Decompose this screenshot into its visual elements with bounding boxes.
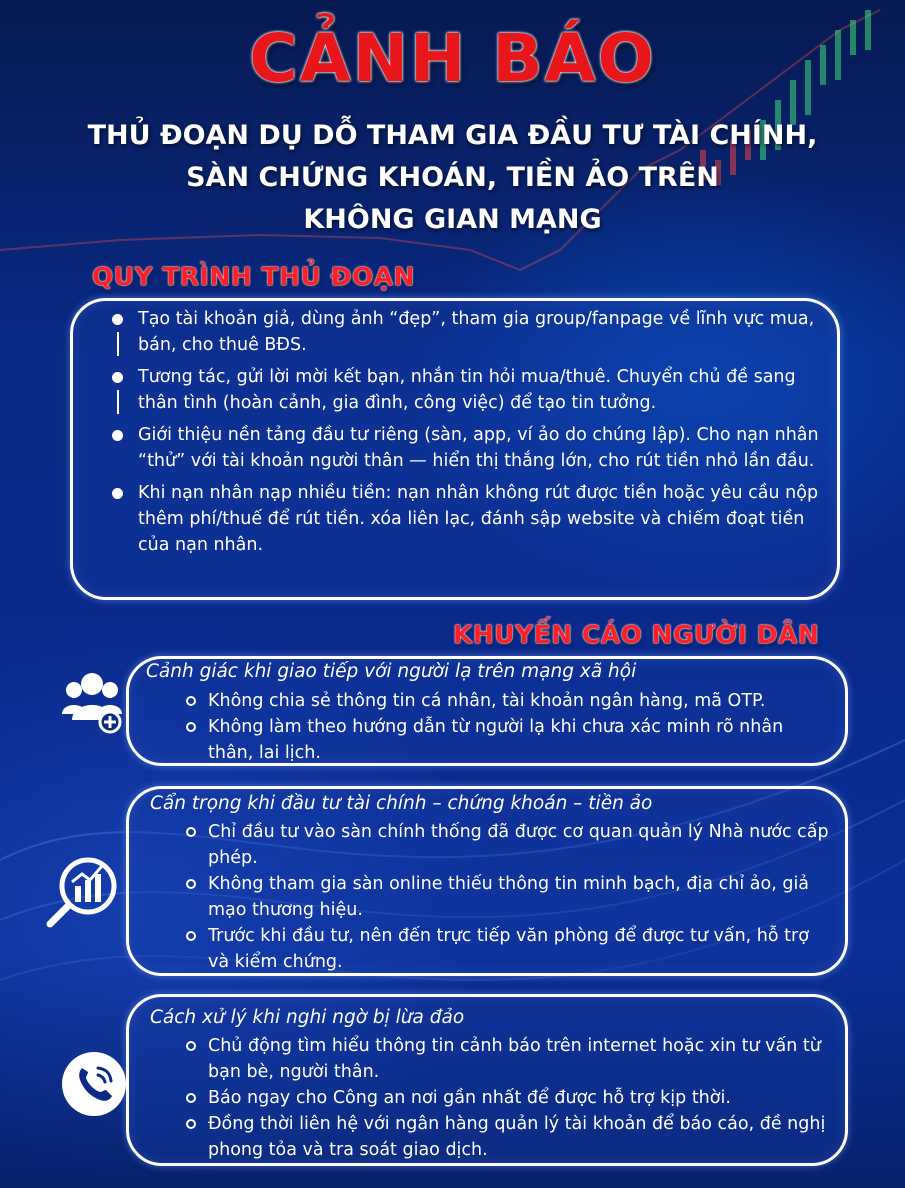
recommendation-list <box>184 819 834 975</box>
recommendation-item <box>184 1085 839 1111</box>
process-heading: QUY TRÌNH THỦ ĐOẠN <box>92 262 415 291</box>
bullet-circle <box>186 1093 196 1103</box>
chart-magnifier-icon <box>42 850 124 932</box>
recommendation-text: Chủ động tìm hiểu thông tin cảnh báo trên internet hoặc xin tư vấn từ bạn bè, người thân. <box>208 1036 821 1082</box>
bullet-circle <box>186 931 196 941</box>
bullet-dot <box>112 314 123 325</box>
recommendation-item <box>184 1033 839 1085</box>
recommendation-title: Cẩn trọng khi đầu tư tài chính – chứng khoán – tiền ảo <box>150 793 653 814</box>
process-step <box>108 306 828 358</box>
recommendation-item <box>184 1111 839 1163</box>
warning-subtitle <box>0 115 905 241</box>
recommendation-text: Báo ngay cho Công an nơi gần nhất để được hỗ trợ kịp thời. <box>208 1088 731 1108</box>
recommendation-text: Không làm theo hướng dẫn từ người lạ khi chưa xác minh rõ nhân thân, lai lịch. <box>208 717 784 763</box>
recommendation-text: Trước khi đầu tư, nên đến trực tiếp văn phòng để được tư vấn, hỗ trợ và kiểm chứng. <box>208 926 809 972</box>
process-step-text: Khi nạn nhân nạp nhiều tiền: nạn nhân không rút được tiền hoặc yêu cầu nộp thêm phí/thuế để rút tiền. xóa liên lạc, đánh sập website và chiếm đoạt tiền của nạn nhân. <box>138 483 819 555</box>
bullet-circle <box>186 696 196 706</box>
recommendation-item <box>184 819 834 871</box>
bullet-connector <box>117 332 119 356</box>
bullet-dot <box>112 372 123 383</box>
bullet-connector <box>117 390 119 414</box>
bullet-dot <box>112 488 123 499</box>
recommendation-text: Không tham gia sàn online thiếu thông tin minh bạch, địa chỉ ảo, giả mạo thương hiệu. <box>208 874 810 920</box>
process-list <box>108 306 828 564</box>
recommendation-text: Không chia sẻ thông tin cá nhân, tài khoản ngân hàng, mã OTP. <box>208 691 766 711</box>
process-step-text: Tương tác, gửi lời mời kết bạn, nhắn tin hỏi mua/thuê. Chuyển chủ đề sang thân tình (hoàn cảnh, gia đình, công việc) để tạo tin tưởng. <box>138 367 796 413</box>
process-step-text: Giới thiệu nền tảng đầu tư riêng (sàn, app, ví ảo do chúng lập). Cho nạn nhân “thử” với tài khoản người thân — hiển thị thắng lớn, cho rút tiền nhỏ lần đầu. <box>138 425 819 471</box>
recommendation-item <box>184 871 834 923</box>
process-step <box>108 422 828 474</box>
warning-title: CẢNH BÁO <box>249 20 656 97</box>
recommendation-text: Đồng thời liên hệ với ngân hàng quản lý tài khoản để báo cáo, đề nghị phong tỏa và tra soát giao dịch. <box>208 1114 826 1160</box>
recommendation-list <box>184 1033 839 1163</box>
bullet-circle <box>186 1041 196 1051</box>
process-step <box>108 480 828 558</box>
recommendation-item <box>184 688 834 714</box>
subtitle-line: THỦ ĐOẠN DỤ DỖ THAM GIA ĐẦU TƯ TÀI CHÍNH, <box>87 120 818 151</box>
bullet-dot <box>112 430 123 441</box>
recommendation-title: Cảnh giác khi giao tiếp với người lạ trên mạng xã hội <box>146 661 637 682</box>
process-step-text: Tạo tài khoản giả, dùng ảnh “đẹp”, tham gia group/fanpage về lĩnh vực mua, bán, cho thuê BĐS. <box>138 309 815 355</box>
recommendation-title: Cách xử lý khi nghi ngờ bị lừa đảo <box>150 1007 465 1028</box>
recommendations-heading: KHUYẾN CÁO NGƯỜI DÂN <box>453 620 820 649</box>
users-plus-icon <box>58 670 128 734</box>
subtitle-line: SÀN CHỨNG KHOÁN, TIỀN ẢO TRÊN <box>186 162 719 193</box>
bullet-circle <box>186 827 196 837</box>
process-step <box>108 364 828 416</box>
subtitle-line: KHÔNG GIAN MẠNG <box>303 204 602 235</box>
bullet-circle <box>186 1119 196 1129</box>
recommendation-item <box>184 714 834 766</box>
recommendation-text: Chỉ đầu tư vào sàn chính thống đã được cơ quan quản lý Nhà nước cấp phép. <box>208 822 829 868</box>
bullet-circle <box>186 879 196 889</box>
recommendation-item <box>184 923 834 975</box>
bullet-circle <box>186 722 196 732</box>
recommendation-list <box>184 688 834 766</box>
phone-call-icon <box>60 1050 128 1118</box>
